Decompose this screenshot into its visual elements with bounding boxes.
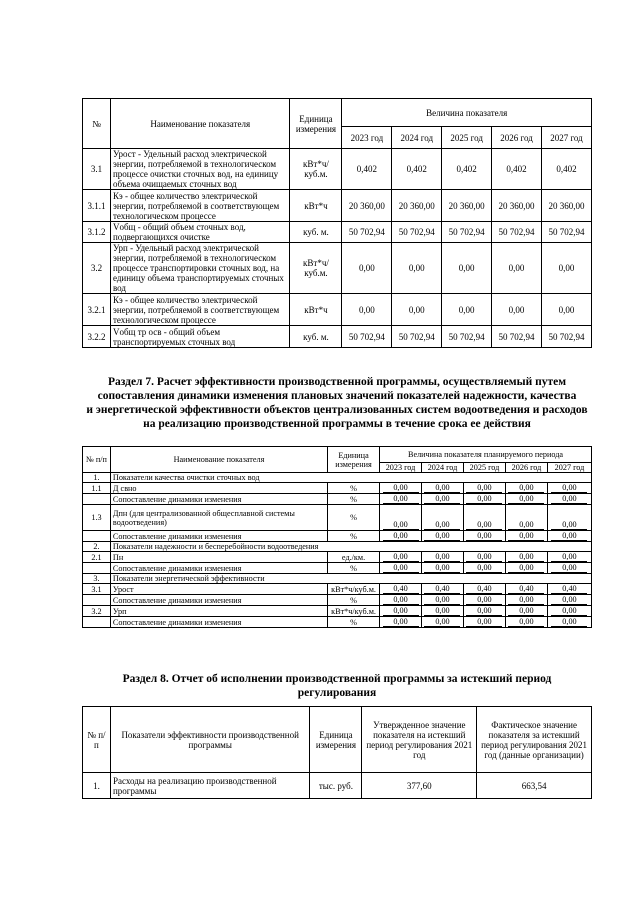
row-value: 20 360,00 (392, 190, 442, 222)
row-value: 0,00 (466, 596, 502, 605)
row-value-cell (463, 505, 505, 531)
row-value: 0,402 (342, 149, 392, 190)
row-value: 0,00 (551, 495, 587, 504)
row-value-cell (547, 606, 591, 617)
row-value-cell (505, 595, 547, 606)
row-value-cell (505, 483, 547, 494)
row-value: 0,00 (466, 553, 502, 562)
row-value-cell (463, 563, 505, 574)
row-name: Сопоставление динамики изменения (110, 563, 327, 574)
row-value: 0,40 (466, 585, 502, 594)
row-value: 50 702,94 (442, 326, 492, 348)
row-value: 0,00 (551, 484, 587, 493)
row-unit: куб. м. (290, 326, 342, 348)
row-value: 0,00 (383, 495, 419, 504)
row-value: 50 702,94 (342, 326, 392, 348)
table-row (83, 584, 592, 595)
table-row (83, 606, 592, 617)
row-num (83, 531, 111, 542)
row-value-cell (422, 552, 464, 563)
row-value-cell (463, 494, 505, 505)
row-value: 0,00 (383, 564, 419, 573)
heading-line: и энергетической эффективности объектов централизованных систем водоотведения и расходов (86, 404, 588, 416)
row-unit: кВт*ч/куб.м. (328, 606, 380, 617)
section-8-heading (82, 672, 592, 700)
row-value: 0,00 (508, 521, 544, 530)
row-unit: кВт*ч (290, 294, 342, 326)
row-unit: ед./км. (328, 552, 380, 563)
row-name: Сопоставление динамики изменения (110, 531, 327, 542)
row-value: 0,00 (508, 596, 544, 605)
row-value: 0,00 (551, 596, 587, 605)
row-value: 0,40 (551, 585, 587, 594)
row-num (83, 563, 111, 574)
row-unit: % (328, 494, 380, 505)
table-row (83, 190, 592, 222)
row-value: 0,00 (466, 564, 502, 573)
row-value: 50 702,94 (492, 326, 542, 348)
table-row (83, 222, 592, 243)
row-value-cell (380, 606, 422, 617)
row-num: 1. (83, 773, 111, 799)
heading-line: Раздел 8. Отчет об исполнении производственной программы за истекший период (122, 673, 552, 685)
row-num: 1.3 (83, 505, 111, 531)
row-value: 50 702,94 (392, 222, 442, 243)
row-value: 0,00 (551, 607, 587, 616)
row-value-cell (380, 595, 422, 606)
row-name: Кэ - общее количество электрической энергии, потребляемой в соответствующем технологическом процессе (110, 190, 290, 222)
row-value-cell (422, 595, 464, 606)
row-value: 0,00 (383, 607, 419, 616)
row-value-cell (547, 483, 591, 494)
year-header: 2027 год (542, 127, 592, 149)
row-value: 0,00 (424, 596, 460, 605)
row-value: 0,40 (383, 585, 419, 594)
col-actual-header: Фактическое значение показателя за истекший период регулирования 2021 год (данные организации) (477, 707, 592, 773)
table-row (83, 326, 592, 348)
row-value: 0,00 (424, 484, 460, 493)
row-value-cell (422, 563, 464, 574)
row-value: 0,00 (392, 243, 442, 294)
row-value-cell (422, 584, 464, 595)
row-value-cell (380, 552, 422, 563)
year-header: 2025 год (463, 463, 505, 473)
row-value: 0,00 (508, 564, 544, 573)
row-value: 0,00 (466, 607, 502, 616)
row-num (83, 617, 111, 628)
row-num: 2. (83, 542, 111, 552)
row-value-cell (380, 531, 422, 542)
row-value: 0,00 (466, 532, 502, 541)
row-value: 0,40 (508, 585, 544, 594)
energy-indicators-table (82, 98, 592, 348)
col-unit-header: Единица измерения (328, 447, 380, 473)
row-value: 0,00 (508, 484, 544, 493)
row-value: 0,00 (492, 294, 542, 326)
row-num: 3.2 (83, 606, 111, 617)
row-value: 0,00 (383, 553, 419, 562)
row-value: 0,00 (442, 294, 492, 326)
row-value-cell (463, 552, 505, 563)
row-value: 20 360,00 (442, 190, 492, 222)
row-value-cell (505, 552, 547, 563)
row-value-cell (422, 531, 464, 542)
row-value: 50 702,94 (492, 222, 542, 243)
row-value-cell (380, 617, 422, 628)
row-name: Пн (110, 552, 327, 563)
row-value-cell (422, 617, 464, 628)
section-name: Показатели качества очистки сточных вод (110, 473, 591, 483)
row-value-cell (463, 595, 505, 606)
row-name: Урп (110, 606, 327, 617)
row-unit: % (328, 483, 380, 494)
row-name: Урост (110, 584, 327, 595)
row-value-cell (380, 505, 422, 531)
row-unit: % (328, 505, 380, 531)
row-unit: % (328, 563, 380, 574)
table-row (83, 294, 592, 326)
row-value: 50 702,94 (392, 326, 442, 348)
row-value: 0,00 (551, 553, 587, 562)
row-unit: кВт*ч/куб.м. (290, 243, 342, 294)
row-value: 0,00 (424, 618, 460, 627)
row-value: 0,40 (424, 585, 460, 594)
row-value-cell (422, 606, 464, 617)
col-unit-header: Единица измерения (290, 99, 342, 149)
col-name-header: Показатели эффективности производственной программы (110, 707, 310, 773)
row-value-cell (547, 563, 591, 574)
section-row (83, 542, 592, 552)
row-name: Vобщ - общий объем сточных вод, подвергающихся очистке (110, 222, 290, 243)
row-name: Сопоставление динамики изменения (110, 595, 327, 606)
section-row (83, 574, 592, 584)
row-num: 1. (83, 473, 111, 483)
row-value-cell (463, 606, 505, 617)
row-value: 50 702,94 (542, 326, 592, 348)
row-value: 0,00 (383, 618, 419, 627)
row-value-cell (505, 617, 547, 628)
row-value: 0,00 (466, 521, 502, 530)
col-num-header: № п/п (83, 447, 111, 473)
row-name: Сопоставление динамики изменения (110, 494, 327, 505)
row-value: 0,00 (424, 564, 460, 573)
row-value: 0,00 (466, 618, 502, 627)
row-value: 0,00 (383, 532, 419, 541)
row-value-cell (422, 494, 464, 505)
row-value: 0,00 (342, 243, 392, 294)
row-value-cell (505, 505, 547, 531)
row-value: 0,402 (442, 149, 492, 190)
row-num: 3.1 (83, 584, 111, 595)
row-name: Дпн (для централизованной общесплавной системы водоотведения) (110, 505, 327, 531)
row-value: 0,00 (542, 243, 592, 294)
row-unit: куб. м. (290, 222, 342, 243)
row-value: 0,402 (392, 149, 442, 190)
row-name: Д свно (110, 483, 327, 494)
row-unit: % (328, 617, 380, 628)
row-actual: 663,54 (477, 773, 592, 799)
row-value-cell (505, 531, 547, 542)
year-header: 2024 год (422, 463, 464, 473)
row-value: 0,00 (508, 618, 544, 627)
section-name: Показатели надежности и бесперебойности водоотведения (110, 542, 591, 552)
row-value: 0,00 (508, 607, 544, 616)
row-value: 0,00 (424, 607, 460, 616)
col-name-header: Наименование показателя (110, 447, 327, 473)
row-value-cell (463, 531, 505, 542)
row-unit: кВт*ч/куб.м. (290, 149, 342, 190)
col-value-header: Величина показателя (342, 99, 592, 127)
heading-line: Раздел 7. Расчет эффективности производственной программы, осуществляемый путем (107, 376, 567, 388)
heading-line: на реализацию производственной программы в течение срока ее действия (143, 418, 531, 430)
row-value-cell (380, 584, 422, 595)
row-value-cell (380, 494, 422, 505)
row-value: 0,00 (342, 294, 392, 326)
row-value: 0,00 (508, 553, 544, 562)
section-7-heading (82, 375, 592, 431)
row-unit: кВт*ч/куб.м. (328, 584, 380, 595)
row-value: 50 702,94 (342, 222, 392, 243)
row-value: 0,00 (442, 243, 492, 294)
table-row (83, 505, 592, 531)
row-value: 0,00 (508, 495, 544, 504)
table-row (83, 773, 592, 799)
row-num: 3.1.1 (83, 190, 111, 222)
heading-line: регулирования (297, 687, 377, 699)
row-value: 0,00 (466, 495, 502, 504)
row-value-cell (505, 563, 547, 574)
row-num (83, 595, 111, 606)
program-report-table (82, 706, 592, 799)
row-value-cell (505, 494, 547, 505)
table-row (83, 483, 592, 494)
year-header: 2026 год (505, 463, 547, 473)
col-unit-header: Единица измерения (310, 707, 362, 773)
table-row (83, 552, 592, 563)
row-name: Расходы на реализацию производственной программы (110, 773, 310, 799)
row-num: 3. (83, 574, 111, 584)
efficiency-calculation-table (82, 446, 592, 628)
row-value-cell (547, 617, 591, 628)
row-value-cell (547, 505, 591, 531)
row-num: 3.1.2 (83, 222, 111, 243)
row-value: 0,00 (424, 521, 460, 530)
row-unit: кВт*ч (290, 190, 342, 222)
row-value: 0,00 (424, 532, 460, 541)
row-value: 0,00 (542, 294, 592, 326)
row-value-cell (463, 617, 505, 628)
row-num: 2.1 (83, 552, 111, 563)
row-value: 0,00 (551, 618, 587, 627)
heading-line: сопоставления динамики изменения плановых значений показателей надежности, качества (97, 390, 577, 402)
table-row (83, 243, 592, 294)
row-value: 0,00 (492, 243, 542, 294)
row-num: 3.2 (83, 243, 111, 294)
row-value-cell (547, 552, 591, 563)
row-value-cell (422, 505, 464, 531)
col-num-header: № (83, 99, 111, 149)
row-unit: % (328, 595, 380, 606)
row-value: 20 360,00 (342, 190, 392, 222)
row-value: 20 360,00 (492, 190, 542, 222)
row-value-cell (380, 483, 422, 494)
table-row (83, 531, 592, 542)
table-row (83, 563, 592, 574)
col-value-header: Величина показателя планируемого периода (380, 447, 592, 463)
row-value: 0,00 (508, 532, 544, 541)
row-name: Vобщ тр осв - общий объем транспортируемых сточных вод (110, 326, 290, 348)
col-num-header: № п/п (83, 707, 111, 773)
col-name-header: Наименование показателя (110, 99, 290, 149)
row-value: 0,402 (542, 149, 592, 190)
row-unit: тыс. руб. (310, 773, 362, 799)
row-value-cell (547, 595, 591, 606)
year-header: 2026 год (492, 127, 542, 149)
row-value-cell (463, 584, 505, 595)
row-value: 50 702,94 (442, 222, 492, 243)
row-value: 0,00 (392, 294, 442, 326)
row-value-cell (547, 584, 591, 595)
table-row (83, 494, 592, 505)
row-value: 0,00 (551, 564, 587, 573)
year-header: 2027 год (547, 463, 591, 473)
table-row (83, 617, 592, 628)
row-num: 1.1 (83, 483, 111, 494)
year-header: 2023 год (342, 127, 392, 149)
row-name: Сопоставление динамики изменения (110, 617, 327, 628)
row-value: 0,00 (424, 495, 460, 504)
row-value-cell (547, 531, 591, 542)
row-num (83, 494, 111, 505)
row-name: Урп - Удельный расход электрической энергии, потребляемой в технологическом процессе транспортировки сточных вод, на единицу объема транспортируемых сточных вод (110, 243, 290, 294)
row-value-cell (505, 606, 547, 617)
year-header: 2025 год (442, 127, 492, 149)
row-unit: % (328, 531, 380, 542)
row-value: 20 360,00 (542, 190, 592, 222)
col-approved-header: Утвержденное значение показателя на истекший период регулирования 2021 год (362, 707, 477, 773)
section-row (83, 473, 592, 483)
row-value: 0,00 (424, 553, 460, 562)
row-name: Урост - Удельный расход электрической энергии, потребляемой в технологическом процессе очистки сточных вод, на единицу объема очищаемых сточных вод (110, 149, 290, 190)
row-value: 0,00 (383, 596, 419, 605)
row-num: 3.1 (83, 149, 111, 190)
row-value-cell (463, 483, 505, 494)
year-header: 2024 год (392, 127, 442, 149)
row-value: 0,00 (383, 484, 419, 493)
row-approved: 377,60 (362, 773, 477, 799)
table-row (83, 595, 592, 606)
row-value-cell (505, 584, 547, 595)
row-num: 3.2.1 (83, 294, 111, 326)
row-value: 0,00 (466, 484, 502, 493)
row-value-cell (422, 483, 464, 494)
year-header: 2023 год (380, 463, 422, 473)
row-name: Кэ - общее количество электрической энергии, потребляемой в соответствующем технологическом процессе (110, 294, 290, 326)
row-value: 0,00 (383, 521, 419, 530)
row-value: 50 702,94 (542, 222, 592, 243)
row-value: 0,402 (492, 149, 542, 190)
row-value-cell (547, 494, 591, 505)
row-value-cell (380, 563, 422, 574)
section-name: Показатели энергетической эффективности (110, 574, 591, 584)
row-num: 3.2.2 (83, 326, 111, 348)
table-row (83, 149, 592, 190)
row-value: 0,00 (551, 532, 587, 541)
row-value: 0,00 (551, 521, 587, 530)
